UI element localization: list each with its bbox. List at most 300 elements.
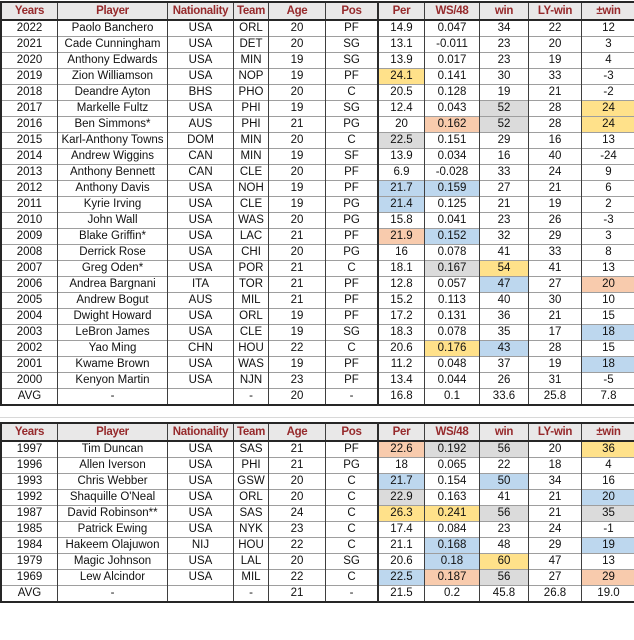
cell-1997-nationality: USA xyxy=(168,441,234,458)
cell-1996-per: 18 xyxy=(378,458,425,474)
cell-2022-win: 34 xyxy=(480,20,529,37)
cell-2017-age: 19 xyxy=(269,101,326,117)
draft-table-legends xyxy=(0,422,634,603)
cell-1984-years: 1984 xyxy=(1,538,58,554)
cell-2010-team: WAS xyxy=(234,213,269,229)
cell-2020-win: 23 xyxy=(480,53,529,69)
cell-2009-player: Blake Griffin* xyxy=(58,229,168,245)
cell-1992-win: 41 xyxy=(480,490,529,506)
cell-2016-team: PHI xyxy=(234,117,269,133)
cell-2016-age: 21 xyxy=(269,117,326,133)
cell-avg-team: - xyxy=(234,586,269,603)
cell-avg-plus-minus-win: 7.8 xyxy=(582,389,634,406)
cell-2009-ws48: 0.152 xyxy=(425,229,480,245)
cell-2006-team: TOR xyxy=(234,277,269,293)
cell-1997-pos: PF xyxy=(326,441,379,458)
cell-1997-age: 21 xyxy=(269,441,326,458)
cell-2004-win: 36 xyxy=(480,309,529,325)
cell-2018-win: 19 xyxy=(480,85,529,101)
cell-2003-pos: SG xyxy=(326,325,379,341)
cell-1992-ws48: 0.163 xyxy=(425,490,480,506)
cell-1997-team: SAS xyxy=(234,441,269,458)
cell-1993-player: Chris Webber xyxy=(58,474,168,490)
cell-2018-team: PHO xyxy=(234,85,269,101)
cell-2001-pos: PF xyxy=(326,357,379,373)
cell-2006-ly-win: 27 xyxy=(529,277,582,293)
cell-1979-player: Magic Johnson xyxy=(58,554,168,570)
cell-2012-years: 2012 xyxy=(1,181,58,197)
cell-2000-ly-win: 31 xyxy=(529,373,582,389)
cell-2008-plus-minus-win: 8 xyxy=(582,245,634,261)
cell-2012-ws48: 0.159 xyxy=(425,181,480,197)
cell-2018-pos: C xyxy=(326,85,379,101)
cell-2012-player: Anthony Davis xyxy=(58,181,168,197)
table-row xyxy=(1,229,634,245)
column-header-pos: Pos xyxy=(326,423,379,441)
cell-2005-nationality: AUS xyxy=(168,293,234,309)
column-header-age: Age xyxy=(269,423,326,441)
cell-2014-ly-win: 40 xyxy=(529,149,582,165)
table-row xyxy=(1,37,634,53)
cell-1969-pos: C xyxy=(326,570,379,586)
cell-2013-player: Anthony Bennett xyxy=(58,165,168,181)
cell-2003-per: 18.3 xyxy=(378,325,425,341)
cell-1987-player: David Robinson** xyxy=(58,506,168,522)
cell-2021-age: 20 xyxy=(269,37,326,53)
cell-2015-years: 2015 xyxy=(1,133,58,149)
cell-2017-ws48: 0.043 xyxy=(425,101,480,117)
cell-1992-years: 1992 xyxy=(1,490,58,506)
cell-2015-plus-minus-win: 13 xyxy=(582,133,634,149)
cell-1984-ws48: 0.168 xyxy=(425,538,480,554)
cell-2011-years: 2011 xyxy=(1,197,58,213)
cell-2013-per: 6.9 xyxy=(378,165,425,181)
cell-2014-ws48: 0.034 xyxy=(425,149,480,165)
cell-1969-plus-minus-win: 29 xyxy=(582,570,634,586)
cell-2022-ly-win: 22 xyxy=(529,20,582,37)
cell-2009-ly-win: 29 xyxy=(529,229,582,245)
cell-2010-player: John Wall xyxy=(58,213,168,229)
cell-2012-plus-minus-win: 6 xyxy=(582,181,634,197)
column-header-per: Per xyxy=(378,2,425,20)
cell-2011-plus-minus-win: 2 xyxy=(582,197,634,213)
cell-2022-per: 14.9 xyxy=(378,20,425,37)
cell-1987-pos: C xyxy=(326,506,379,522)
cell-1992-plus-minus-win: 20 xyxy=(582,490,634,506)
cell-2012-pos: PF xyxy=(326,181,379,197)
cell-avg-player: - xyxy=(58,389,168,406)
cell-2017-ly-win: 28 xyxy=(529,101,582,117)
cell-1996-pos: PG xyxy=(326,458,379,474)
cell-2010-ly-win: 26 xyxy=(529,213,582,229)
cell-2007-per: 18.1 xyxy=(378,261,425,277)
header-row xyxy=(1,423,634,441)
table-row xyxy=(1,149,634,165)
cell-avg-years: AVG xyxy=(1,586,58,603)
cell-2016-ws48: 0.162 xyxy=(425,117,480,133)
cell-2022-player: Paolo Banchero xyxy=(58,20,168,37)
cell-1992-nationality: USA xyxy=(168,490,234,506)
cell-1979-ly-win: 47 xyxy=(529,554,582,570)
cell-2001-nationality: USA xyxy=(168,357,234,373)
table-row xyxy=(1,522,634,538)
cell-2004-player: Dwight Howard xyxy=(58,309,168,325)
cell-1984-ly-win: 29 xyxy=(529,538,582,554)
cell-2000-team: NJN xyxy=(234,373,269,389)
cell-2006-pos: PF xyxy=(326,277,379,293)
cell-2005-years: 2005 xyxy=(1,293,58,309)
cell-2007-ly-win: 41 xyxy=(529,261,582,277)
table-row xyxy=(1,570,634,586)
cell-2019-nationality: USA xyxy=(168,69,234,85)
table-row xyxy=(1,357,634,373)
cell-1984-plus-minus-win: 19 xyxy=(582,538,634,554)
cell-2008-player: Derrick Rose xyxy=(58,245,168,261)
cell-1969-win: 56 xyxy=(480,570,529,586)
cell-avg-nationality xyxy=(168,586,234,603)
cell-2008-pos: PG xyxy=(326,245,379,261)
cell-2010-age: 20 xyxy=(269,213,326,229)
cell-2018-per: 20.5 xyxy=(378,85,425,101)
cell-2001-ly-win: 19 xyxy=(529,357,582,373)
cell-2015-nationality: DOM xyxy=(168,133,234,149)
cell-2012-nationality: USA xyxy=(168,181,234,197)
cell-2010-per: 15.8 xyxy=(378,213,425,229)
cell-2014-player: Andrew Wiggins xyxy=(58,149,168,165)
cell-2008-per: 16 xyxy=(378,245,425,261)
cell-2000-win: 26 xyxy=(480,373,529,389)
cell-2022-pos: PF xyxy=(326,20,379,37)
table-row xyxy=(1,341,634,357)
cell-avg-age: 20 xyxy=(269,389,326,406)
table-row xyxy=(1,53,634,69)
cell-2021-ly-win: 20 xyxy=(529,37,582,53)
cell-1996-player: Allen Iverson xyxy=(58,458,168,474)
cell-2013-team: CLE xyxy=(234,165,269,181)
cell-2002-age: 22 xyxy=(269,341,326,357)
cell-2005-player: Andrew Bogut xyxy=(58,293,168,309)
cell-2004-team: ORL xyxy=(234,309,269,325)
cell-avg-plus-minus-win: 19.0 xyxy=(582,586,634,603)
cell-2018-age: 20 xyxy=(269,85,326,101)
cell-2016-ly-win: 28 xyxy=(529,117,582,133)
cell-2004-ws48: 0.131 xyxy=(425,309,480,325)
cell-2015-win: 29 xyxy=(480,133,529,149)
cell-avg-win: 45.8 xyxy=(480,586,529,603)
cell-2011-player: Kyrie Irving xyxy=(58,197,168,213)
column-header-ly-win: LY-win xyxy=(529,423,582,441)
cell-1985-ws48: 0.084 xyxy=(425,522,480,538)
column-header-player: Player xyxy=(58,423,168,441)
cell-2013-ly-win: 24 xyxy=(529,165,582,181)
table-row xyxy=(1,277,634,293)
cell-1992-player: Shaquille O'Neal xyxy=(58,490,168,506)
cell-2003-player: LeBron James xyxy=(58,325,168,341)
cell-2021-ws48: -0.011 xyxy=(425,37,480,53)
cell-2005-age: 21 xyxy=(269,293,326,309)
cell-2022-years: 2022 xyxy=(1,20,58,37)
cell-2019-ly-win: 33 xyxy=(529,69,582,85)
cell-2003-age: 19 xyxy=(269,325,326,341)
cell-1985-nationality: USA xyxy=(168,522,234,538)
cell-2013-age: 20 xyxy=(269,165,326,181)
cell-2021-team: DET xyxy=(234,37,269,53)
cell-2020-ly-win: 19 xyxy=(529,53,582,69)
cell-2014-age: 19 xyxy=(269,149,326,165)
table-row xyxy=(1,293,634,309)
cell-2007-plus-minus-win: 13 xyxy=(582,261,634,277)
cell-2004-plus-minus-win: 15 xyxy=(582,309,634,325)
cell-2013-plus-minus-win: 9 xyxy=(582,165,634,181)
cell-2004-pos: PF xyxy=(326,309,379,325)
cell-avg-years: AVG xyxy=(1,389,58,406)
cell-2006-ws48: 0.057 xyxy=(425,277,480,293)
cell-2002-plus-minus-win: 15 xyxy=(582,341,634,357)
cell-avg-per: 16.8 xyxy=(378,389,425,406)
cell-avg-player: - xyxy=(58,586,168,603)
cell-2021-nationality: USA xyxy=(168,37,234,53)
cell-2017-team: PHI xyxy=(234,101,269,117)
header-row xyxy=(1,2,634,20)
cell-1979-win: 60 xyxy=(480,554,529,570)
table-row xyxy=(1,213,634,229)
cell-2012-ly-win: 21 xyxy=(529,181,582,197)
cell-2002-win: 43 xyxy=(480,341,529,357)
cell-2019-years: 2019 xyxy=(1,69,58,85)
cell-2020-ws48: 0.017 xyxy=(425,53,480,69)
draft-table-recent xyxy=(0,1,634,406)
cell-2006-nationality: ITA xyxy=(168,277,234,293)
cell-1993-win: 50 xyxy=(480,474,529,490)
cell-2016-player: Ben Simmons* xyxy=(58,117,168,133)
table-row xyxy=(1,20,634,37)
cell-2007-win: 54 xyxy=(480,261,529,277)
cell-2002-nationality: CHN xyxy=(168,341,234,357)
cell-2010-nationality: USA xyxy=(168,213,234,229)
table-row xyxy=(1,245,634,261)
column-header-age: Age xyxy=(269,2,326,20)
cell-2011-nationality: USA xyxy=(168,197,234,213)
cell-1969-ly-win: 27 xyxy=(529,570,582,586)
cell-2008-win: 41 xyxy=(480,245,529,261)
table-row xyxy=(1,181,634,197)
cell-1997-ws48: 0.192 xyxy=(425,441,480,458)
cell-2020-player: Anthony Edwards xyxy=(58,53,168,69)
cell-2005-win: 40 xyxy=(480,293,529,309)
cell-1992-pos: C xyxy=(326,490,379,506)
cell-2001-team: WAS xyxy=(234,357,269,373)
cell-2006-plus-minus-win: 20 xyxy=(582,277,634,293)
cell-2002-years: 2002 xyxy=(1,341,58,357)
cell-2011-age: 19 xyxy=(269,197,326,213)
cell-2019-team: NOP xyxy=(234,69,269,85)
cell-1987-win: 56 xyxy=(480,506,529,522)
cell-1979-years: 1979 xyxy=(1,554,58,570)
cell-2003-ly-win: 17 xyxy=(529,325,582,341)
column-header-player: Player xyxy=(58,2,168,20)
cell-2009-win: 32 xyxy=(480,229,529,245)
cell-2016-nationality: AUS xyxy=(168,117,234,133)
cell-2003-team: CLE xyxy=(234,325,269,341)
column-header-years: Years xyxy=(1,423,58,441)
cell-1969-player: Lew Alcindor xyxy=(58,570,168,586)
cell-1985-pos: C xyxy=(326,522,379,538)
table-row xyxy=(1,325,634,341)
cell-2000-player: Kenyon Martin xyxy=(58,373,168,389)
cell-2021-pos: SG xyxy=(326,37,379,53)
column-header-ly-win: LY-win xyxy=(529,2,582,20)
cell-1979-team: LAL xyxy=(234,554,269,570)
avg-row xyxy=(1,586,634,603)
cell-1993-age: 20 xyxy=(269,474,326,490)
cell-avg-team: - xyxy=(234,389,269,406)
cell-1984-team: HOU xyxy=(234,538,269,554)
cell-1984-per: 21.1 xyxy=(378,538,425,554)
cell-2018-plus-minus-win: -2 xyxy=(582,85,634,101)
column-header-team: Team xyxy=(234,423,269,441)
cell-2000-nationality: USA xyxy=(168,373,234,389)
column-header-nationality: Nationality xyxy=(168,423,234,441)
cell-2009-per: 21.9 xyxy=(378,229,425,245)
cell-1987-per: 26.3 xyxy=(378,506,425,522)
table-row xyxy=(1,490,634,506)
cell-2005-pos: PF xyxy=(326,293,379,309)
cell-2001-plus-minus-win: 18 xyxy=(582,357,634,373)
cell-2005-per: 15.2 xyxy=(378,293,425,309)
cell-2020-years: 2020 xyxy=(1,53,58,69)
cell-2016-plus-minus-win: 24 xyxy=(582,117,634,133)
cell-2019-player: Zion Williamson xyxy=(58,69,168,85)
cell-1985-age: 23 xyxy=(269,522,326,538)
cell-2019-age: 19 xyxy=(269,69,326,85)
cell-2021-win: 23 xyxy=(480,37,529,53)
cell-1969-team: MIL xyxy=(234,570,269,586)
cell-2003-nationality: USA xyxy=(168,325,234,341)
cell-2022-plus-minus-win: 12 xyxy=(582,20,634,37)
cell-2018-nationality: BHS xyxy=(168,85,234,101)
cell-2000-age: 23 xyxy=(269,373,326,389)
cell-2018-ly-win: 21 xyxy=(529,85,582,101)
cell-2000-pos: PF xyxy=(326,373,379,389)
cell-2005-team: MIL xyxy=(234,293,269,309)
cell-2017-plus-minus-win: 24 xyxy=(582,101,634,117)
cell-1987-ws48: 0.241 xyxy=(425,506,480,522)
cell-2012-age: 19 xyxy=(269,181,326,197)
cell-2019-ws48: 0.141 xyxy=(425,69,480,85)
cell-1992-ly-win: 21 xyxy=(529,490,582,506)
cell-avg-ly-win: 25.8 xyxy=(529,389,582,406)
cell-1979-age: 20 xyxy=(269,554,326,570)
cell-2006-years: 2006 xyxy=(1,277,58,293)
cell-1993-ws48: 0.154 xyxy=(425,474,480,490)
cell-2004-per: 17.2 xyxy=(378,309,425,325)
cell-2021-player: Cade Cunningham xyxy=(58,37,168,53)
cell-1987-plus-minus-win: 35 xyxy=(582,506,634,522)
cell-2001-years: 2001 xyxy=(1,357,58,373)
cell-1987-years: 1987 xyxy=(1,506,58,522)
cell-2009-plus-minus-win: 3 xyxy=(582,229,634,245)
cell-1997-player: Tim Duncan xyxy=(58,441,168,458)
cell-2020-per: 13.9 xyxy=(378,53,425,69)
cell-2015-player: Karl-Anthony Towns xyxy=(58,133,168,149)
cell-2009-age: 21 xyxy=(269,229,326,245)
cell-2021-per: 13.1 xyxy=(378,37,425,53)
cell-2000-ws48: 0.044 xyxy=(425,373,480,389)
cell-2022-team: ORL xyxy=(234,20,269,37)
cell-1969-per: 22.5 xyxy=(378,570,425,586)
cell-1996-ws48: 0.065 xyxy=(425,458,480,474)
table-row xyxy=(1,133,634,149)
cell-2015-ws48: 0.151 xyxy=(425,133,480,149)
cell-2010-ws48: 0.041 xyxy=(425,213,480,229)
cell-avg-ly-win: 26.8 xyxy=(529,586,582,603)
cell-1997-plus-minus-win: 36 xyxy=(582,441,634,458)
cell-2003-ws48: 0.078 xyxy=(425,325,480,341)
avg-row xyxy=(1,389,634,406)
cell-2008-ws48: 0.078 xyxy=(425,245,480,261)
cell-2014-years: 2014 xyxy=(1,149,58,165)
table-row xyxy=(1,506,634,522)
table-row xyxy=(1,165,634,181)
cell-2020-team: MIN xyxy=(234,53,269,69)
cell-1993-years: 1993 xyxy=(1,474,58,490)
cell-2011-ws48: 0.125 xyxy=(425,197,480,213)
cell-1987-nationality: USA xyxy=(168,506,234,522)
cell-2001-player: Kwame Brown xyxy=(58,357,168,373)
table-row xyxy=(1,554,634,570)
cell-1996-nationality: USA xyxy=(168,458,234,474)
cell-2002-player: Yao Ming xyxy=(58,341,168,357)
cell-2011-team: CLE xyxy=(234,197,269,213)
table-row xyxy=(1,101,634,117)
cell-2022-nationality: USA xyxy=(168,20,234,37)
cell-2002-ly-win: 28 xyxy=(529,341,582,357)
cell-1969-ws48: 0.187 xyxy=(425,570,480,586)
cell-2017-per: 12.4 xyxy=(378,101,425,117)
cell-2013-years: 2013 xyxy=(1,165,58,181)
cell-1993-team: GSW xyxy=(234,474,269,490)
cell-1992-age: 20 xyxy=(269,490,326,506)
cell-1993-nationality: USA xyxy=(168,474,234,490)
cell-2018-player: Deandre Ayton xyxy=(58,85,168,101)
cell-2016-per: 20 xyxy=(378,117,425,133)
cell-2017-player: Markelle Fultz xyxy=(58,101,168,117)
cell-1979-pos: SG xyxy=(326,554,379,570)
column-header-win: win xyxy=(480,423,529,441)
cell-2004-years: 2004 xyxy=(1,309,58,325)
cell-avg-pos: - xyxy=(326,389,379,406)
cell-2020-plus-minus-win: 4 xyxy=(582,53,634,69)
cell-1996-age: 21 xyxy=(269,458,326,474)
cell-1985-player: Patrick Ewing xyxy=(58,522,168,538)
cell-1985-win: 23 xyxy=(480,522,529,538)
table-row xyxy=(1,373,634,389)
cell-2005-ws48: 0.113 xyxy=(425,293,480,309)
cell-2011-ly-win: 19 xyxy=(529,197,582,213)
table-row xyxy=(1,197,634,213)
column-header-ws48: WS/48 xyxy=(425,423,480,441)
cell-2014-pos: SF xyxy=(326,149,379,165)
cell-1985-years: 1985 xyxy=(1,522,58,538)
cell-2010-plus-minus-win: -3 xyxy=(582,213,634,229)
cell-2017-years: 2017 xyxy=(1,101,58,117)
cell-2004-ly-win: 21 xyxy=(529,309,582,325)
cell-avg-win: 33.6 xyxy=(480,389,529,406)
cell-2021-years: 2021 xyxy=(1,37,58,53)
cell-2022-ws48: 0.047 xyxy=(425,20,480,37)
cell-2014-team: MIN xyxy=(234,149,269,165)
cell-2015-team: MIN xyxy=(234,133,269,149)
